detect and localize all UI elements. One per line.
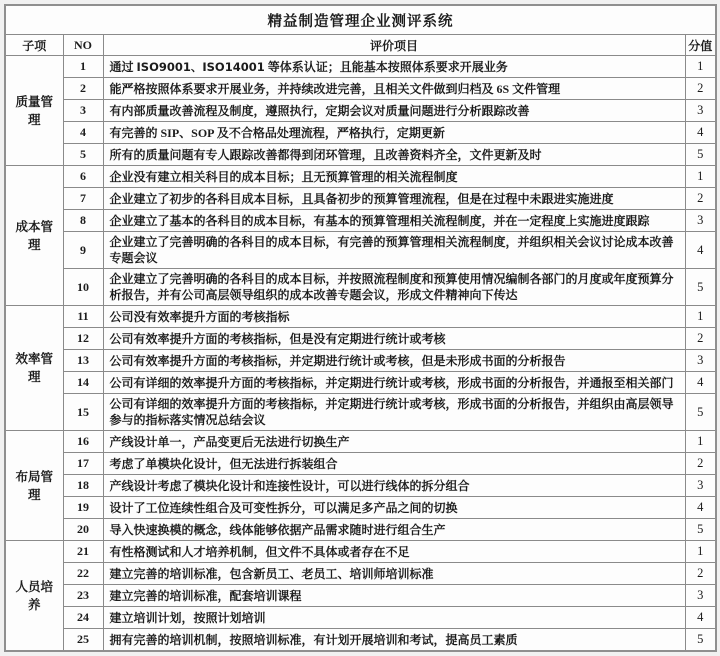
item-number: 5 (63, 144, 103, 166)
item-score: 5 (685, 519, 716, 541)
item-number: 18 (63, 475, 103, 497)
table-row (5, 541, 716, 563)
item-description: 企业建立了完善明确的各科目的成本目标，有完善的预算管理相关流程制度，并组织相关会议讨论成本改善专题会议 (103, 232, 685, 269)
item-description: 企业建立了完善明确的各科目的成本目标，并按照流程制度和预算使用情况编制各部门的月度或年度预算分析报告，并有公司高层领导组织的成本改善专题会议，形成文件精神向下传达 (103, 269, 685, 306)
item-number: 20 (63, 519, 103, 541)
table-row (5, 56, 716, 78)
item-score: 1 (685, 306, 716, 328)
item-number: 10 (63, 269, 103, 306)
item-description: 公司没有效率提升方面的考核指标 (103, 306, 685, 328)
item-number: 25 (63, 629, 103, 652)
table-row (5, 210, 716, 232)
assessment-rows (5, 56, 716, 652)
item-description: 有完善的 SIP、SOP 及不合格品处理流程，严格执行，定期更新 (103, 122, 685, 144)
item-number: 14 (63, 372, 103, 394)
item-description: 建立完善的培训标准，包含新员工、老员工、培训师培训标准 (103, 563, 685, 585)
item-number: 4 (63, 122, 103, 144)
col-header-item: 评价项目 (103, 35, 685, 56)
col-header-no: NO (63, 35, 103, 56)
title-row (5, 5, 716, 35)
item-score: 3 (685, 475, 716, 497)
table-row (5, 394, 716, 431)
item-score: 5 (685, 394, 716, 431)
page-title: 精益制造管理企业测评系统 (5, 5, 716, 35)
column-header-row (5, 35, 716, 56)
section-label: 成本管理 (5, 166, 63, 306)
item-score: 1 (685, 431, 716, 453)
item-description: 设计了工位连续性组合及可变性拆分，可以满足多产品之间的切换 (103, 497, 685, 519)
item-number: 7 (63, 188, 103, 210)
section-label: 布局管理 (5, 431, 63, 541)
table-row (5, 166, 716, 188)
table-row (5, 475, 716, 497)
table-row (5, 306, 716, 328)
table-row (5, 232, 716, 269)
item-description: 产线设计单一，产品变更后无法进行切换生产 (103, 431, 685, 453)
item-score: 2 (685, 188, 716, 210)
section-label: 质量管理 (5, 56, 63, 166)
item-description: 公司有效率提升方面的考核指标，但是没有定期进行统计或考核 (103, 328, 685, 350)
item-number: 22 (63, 563, 103, 585)
item-score: 3 (685, 585, 716, 607)
item-number: 23 (63, 585, 103, 607)
item-score: 2 (685, 328, 716, 350)
item-score: 1 (685, 166, 716, 188)
item-description: 建立完善的培训标准，配套培训课程 (103, 585, 685, 607)
item-score: 4 (685, 372, 716, 394)
item-score: 2 (685, 563, 716, 585)
item-score: 3 (685, 350, 716, 372)
item-score: 1 (685, 56, 716, 78)
table-row (5, 431, 716, 453)
table-row (5, 585, 716, 607)
item-description: 通过 ISO9001、ISO14001 等体系认证；且能基本按照体系要求开展业务 (103, 56, 685, 78)
item-description: 产线设计考虑了模块化设计和连接性设计，可以进行线体的拆分组合 (103, 475, 685, 497)
item-description: 能严格按照体系要求开展业务，并持续改进完善，且相关文件做到归档及 6S 文件管理 (103, 78, 685, 100)
item-number: 19 (63, 497, 103, 519)
item-description: 有内部质量改善流程及制度，遵照执行，定期会议对质量问题进行分析跟踪改善 (103, 100, 685, 122)
section-label: 人员培养 (5, 541, 63, 652)
item-score: 5 (685, 629, 716, 652)
table-row (5, 372, 716, 394)
item-score: 2 (685, 78, 716, 100)
item-description: 拥有完善的培训机制，按照培训标准，有计划开展培训和考试，提高员工素质 (103, 629, 685, 652)
table-row (5, 78, 716, 100)
table-row (5, 328, 716, 350)
item-number: 16 (63, 431, 103, 453)
table-row (5, 350, 716, 372)
item-description: 建立培训计划，按照计划培训 (103, 607, 685, 629)
item-description: 有性格测试和人才培养机制，但文件不具体或者存在不足 (103, 541, 685, 563)
table-row (5, 453, 716, 475)
col-header-score: 分值 (685, 35, 716, 56)
item-number: 17 (63, 453, 103, 475)
item-number: 9 (63, 232, 103, 269)
item-number: 12 (63, 328, 103, 350)
item-score: 3 (685, 100, 716, 122)
item-number: 15 (63, 394, 103, 431)
item-score: 3 (685, 210, 716, 232)
standard-code-text: ISO9001、ISO14001 (136, 59, 265, 74)
table-row (5, 188, 716, 210)
item-description: 公司有详细的效率提升方面的考核指标，并定期进行统计或考核，形成书面的分析报告，并通报至相关部门 (103, 372, 685, 394)
item-number: 13 (63, 350, 103, 372)
col-header-sub-item: 子项 (5, 35, 63, 56)
table-row (5, 497, 716, 519)
item-number: 2 (63, 78, 103, 100)
item-description: 公司有效率提升方面的考核指标，并定期进行统计或考核，但是未形成书面的分析报告 (103, 350, 685, 372)
table-row (5, 269, 716, 306)
item-description: 企业建立了基本的各科目的成本目标，有基本的预算管理相关流程制度，并在一定程度上实施进度跟踪 (103, 210, 685, 232)
section-label: 效率管理 (5, 306, 63, 431)
table-row (5, 563, 716, 585)
item-score: 4 (685, 122, 716, 144)
table-row (5, 607, 716, 629)
item-number: 11 (63, 306, 103, 328)
table-row (5, 100, 716, 122)
item-description: 公司有详细的效率提升方面的考核指标，并定期进行统计或考核，形成书面的分析报告，并组织由高层领导参与的指标落实情况总结会议 (103, 394, 685, 431)
item-score: 2 (685, 453, 716, 475)
item-score: 4 (685, 232, 716, 269)
item-score: 4 (685, 607, 716, 629)
item-number: 3 (63, 100, 103, 122)
item-description: 所有的质量问题有专人跟踪改善都得到闭环管理，且改善资料齐全，文件更新及时 (103, 144, 685, 166)
table-row (5, 122, 716, 144)
item-number: 21 (63, 541, 103, 563)
item-description: 考虑了单模块化设计，但无法进行拆装组合 (103, 453, 685, 475)
item-description: 企业建立了初步的各科目成本目标，且具备初步的预算管理流程，但是在过程中未跟进实施进度 (103, 188, 685, 210)
item-number: 6 (63, 166, 103, 188)
assessment-table (4, 4, 717, 652)
table-row (5, 144, 716, 166)
item-description: 企业没有建立相关科目的成本目标；且无预算管理的相关流程制度 (103, 166, 685, 188)
item-score: 1 (685, 541, 716, 563)
item-score: 5 (685, 144, 716, 166)
item-description: 导入快速换模的概念，线体能够依据产品需求随时进行组合生产 (103, 519, 685, 541)
item-score: 5 (685, 269, 716, 306)
item-number: 24 (63, 607, 103, 629)
item-number: 1 (63, 56, 103, 78)
item-number: 8 (63, 210, 103, 232)
table-row (5, 519, 716, 541)
table-row (5, 629, 716, 652)
item-score: 4 (685, 497, 716, 519)
